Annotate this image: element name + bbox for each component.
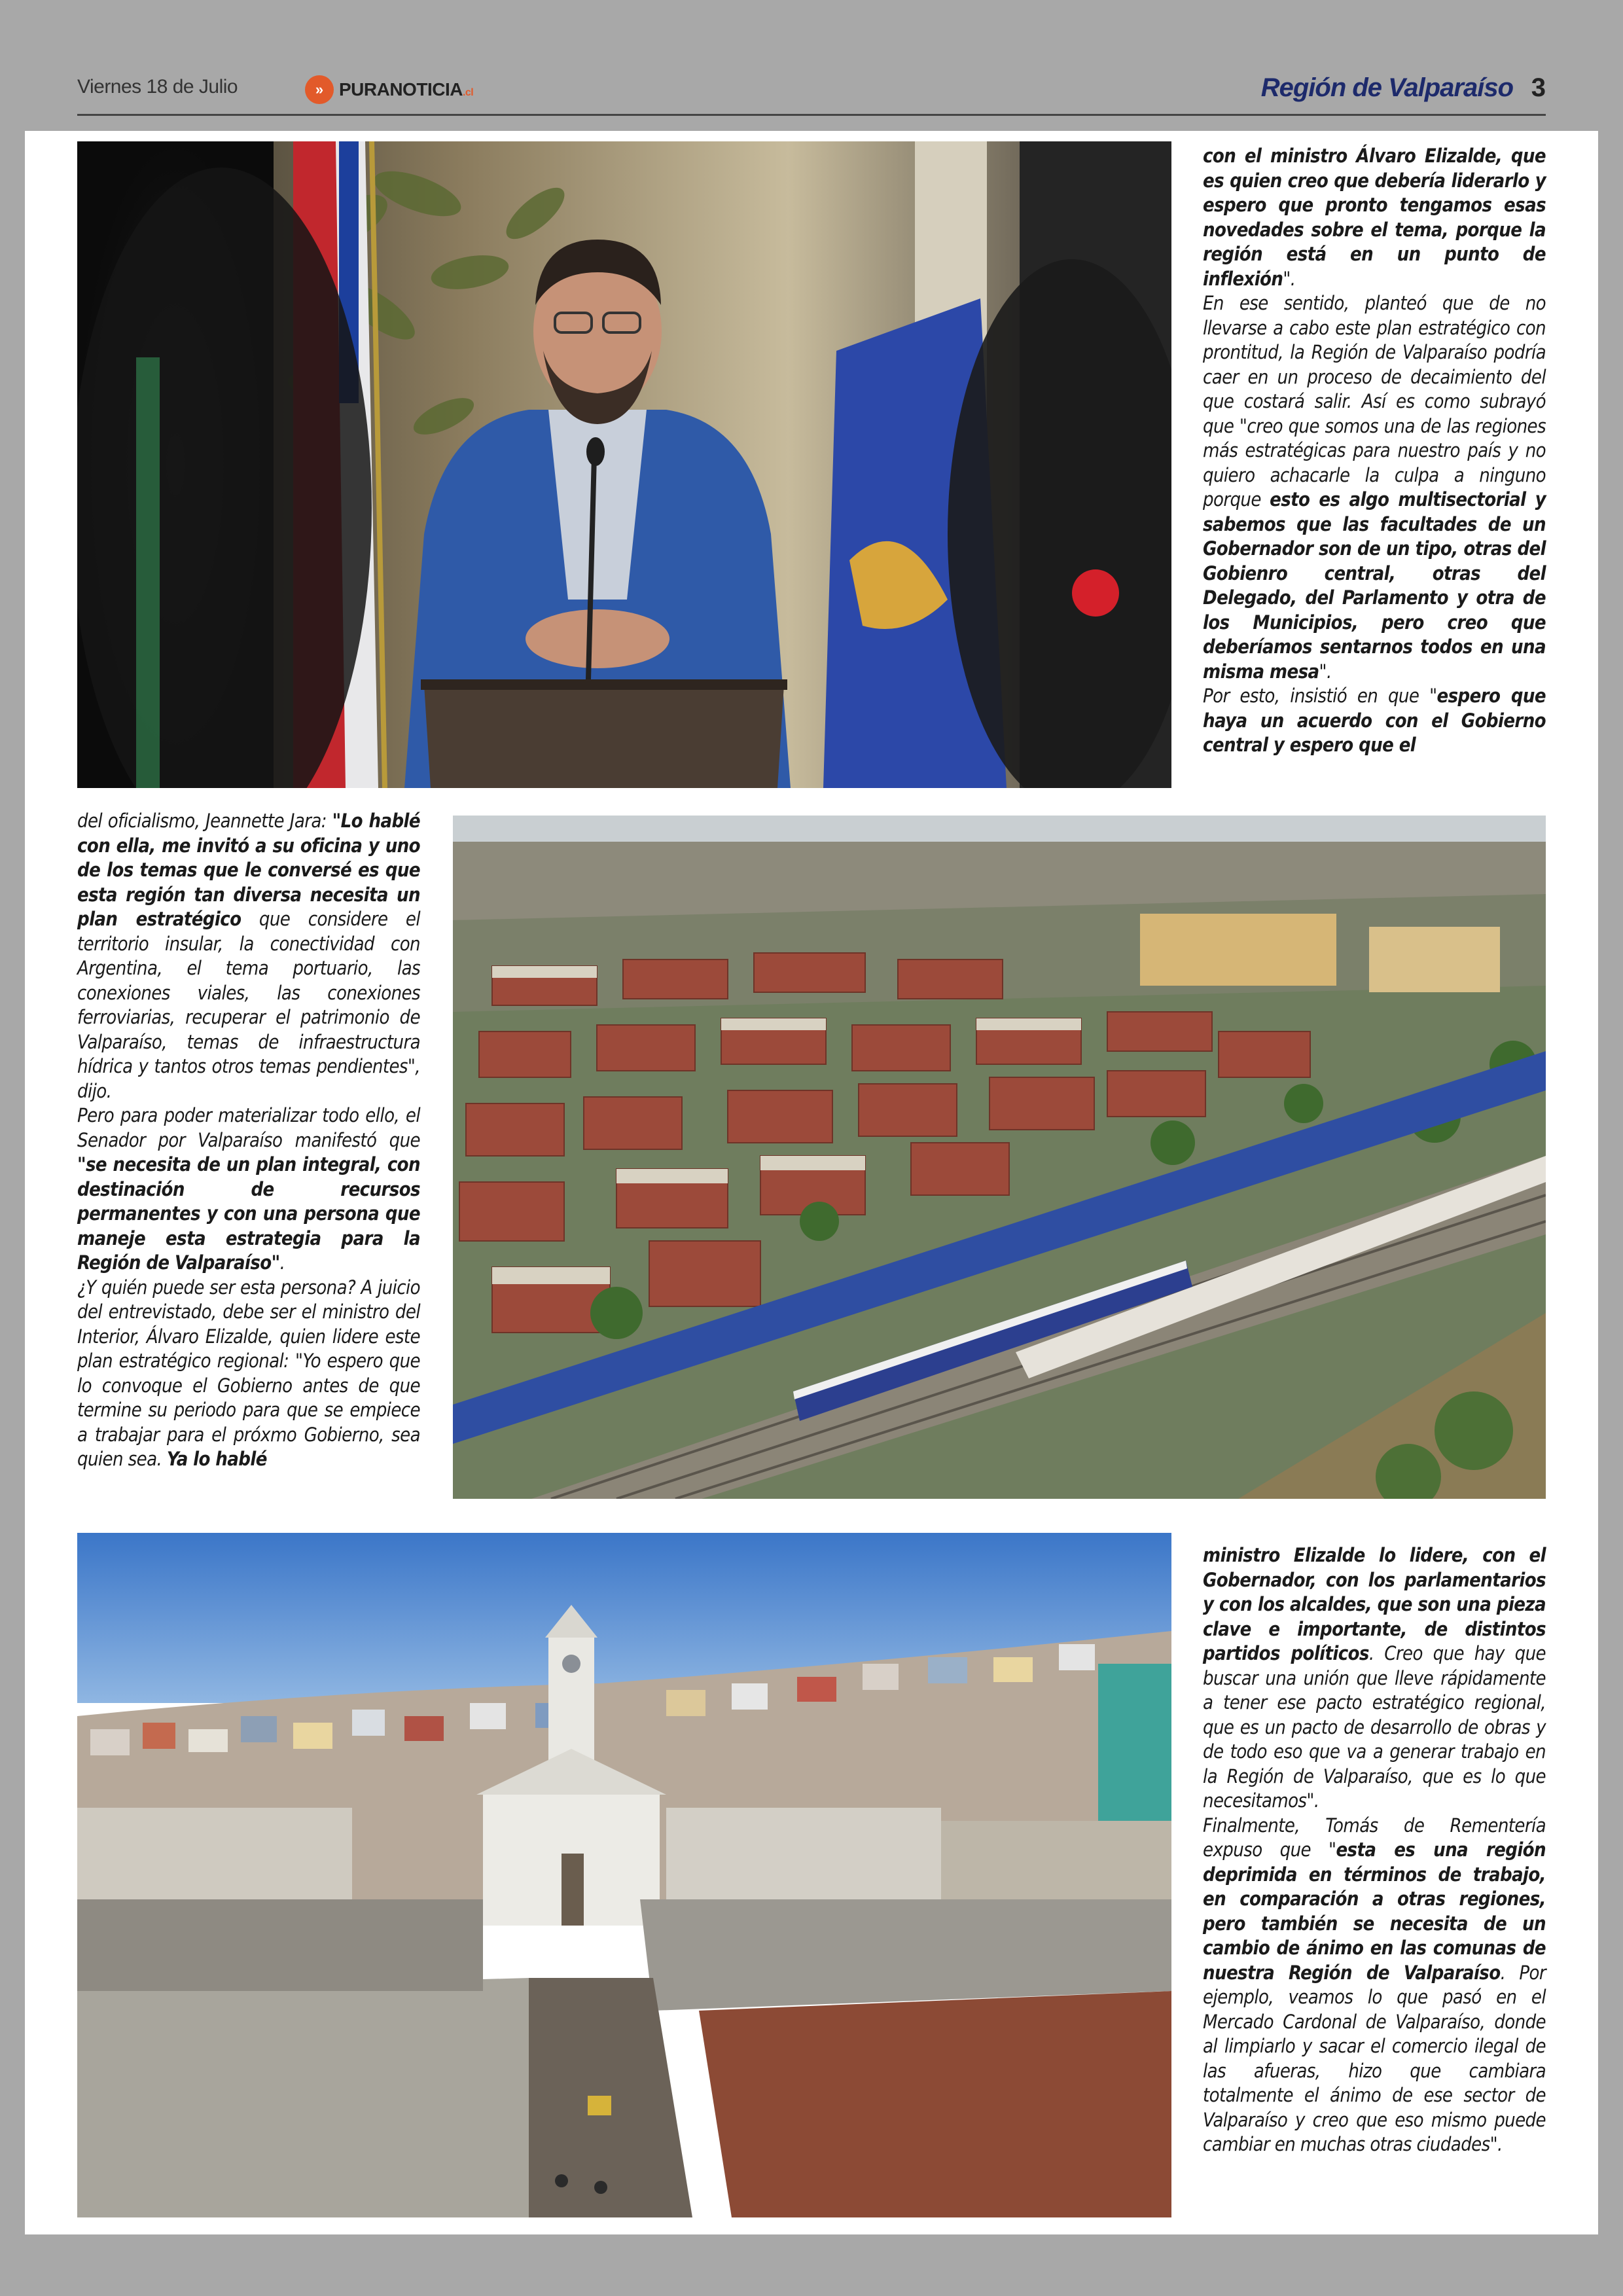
logo-suffix: .cl [462,87,474,98]
text-run: Finalmente, Tomás de Rementería expuso que " [1203,1814,1546,1861]
photo-aerial [453,816,1546,1499]
text-run: ¿Y quién puede ser esta persona? A juicio del entrevistado, debe ser el ministro del Interior, Álvaro Elizalde, quien lidere este plan estratégico regional: "Yo espero que lo convoque el Gobierno antes de que termine su periodo para que se empiece a trabajar para el próxmo Gobierno, sea quien sea. [77,1276,420,1470]
puranoticia-logo [305,75,473,105]
paragraph [1203,1814,1546,2157]
text-run: Pero para poder materializar todo ello, el Senador por Valparaíso manifestó que [77,1104,420,1151]
text-run: Por esto, insistió en que " [1203,685,1437,707]
text-run: "se necesita de un plan integral, con destinación de recursos permanentes y con una persona que maneje esta estrategia para la Región de Valparaíso" [77,1153,420,1274]
city-photo-illustration [77,1533,1171,2217]
column-right-bottom [1203,1543,1546,2157]
paragraph [1203,684,1546,758]
photo-city [77,1533,1171,2217]
header-rule [77,114,1546,116]
text-run: ". [1319,660,1332,683]
paragraph [1203,1543,1546,1814]
text-run: ". [1283,267,1296,290]
column-left-middle [77,809,420,1472]
section-title: Región de Valparaíso [1260,73,1513,102]
page-number: 3 [1531,73,1546,102]
paragraph [1203,144,1546,291]
text-run: del oficialismo, Jeannette Jara: [77,810,332,832]
paragraph [1203,291,1546,684]
text-run: esto es algo multisectorial y sabemos que las facultades de un Gobernador son de un tipo, otras del Gobienro central, otras del Delegado, del Parlamento y otra de los Municipios, pero creo que deberíamos sentarnos todos en una misma mesa [1203,488,1546,683]
photo-speaker [77,141,1171,788]
paragraph [77,1276,420,1472]
text-run: . Por ejemplo, veamos lo que pasó en el Mercado Cardonal de Valparaíso, donde al limpiarlo y sacar el comercio ilegal de las afueras, hizo que cambiara totalmente el ánimo de ese sector de Valparaíso y creo que eso mismo puede cambiar en muchas otras ciudades". [1203,1961,1546,2155]
text-run: espero que haya un acuerdo con el Gobierno central y espero que el [1203,685,1546,756]
paragraph [77,809,420,1103]
text-run: ministro Elizalde lo lidere, con el Gobernador, con los parlamentarios y con los alcaldes, que son una pieza clave e importante, de distintos partidos políticos [1203,1544,1546,1664]
text-run: con el ministro Álvaro Elizalde, que es quien creo que debería liderarlo y espero que pronto tengamos esas novedades sobre el tema, porque la región está en un punto de inflexión [1203,145,1546,290]
paragraph [77,1103,420,1276]
column-right-top [1203,144,1546,758]
text-run: Ya lo hablé [166,1448,267,1470]
text-run: esta es una región deprimida en términos de trabajo, en comparación a otras regiones, pero también se necesita de un cambio de ánimo en las comunas de nuestra Región de Valparaíso [1203,1839,1546,1984]
header-date: Viernes 18 de Julio [77,76,238,98]
text-run: que considere el territorio insular, la conectividad con Argentina, el tema portuario, las conexiones viales, las conexiones ferroviarias, recuperar el patrimonio de Valparaíso, temas de infraestructura hídrica y tantos otros temas pendientes", dijo. [77,908,420,1102]
speaker-photo-illustration [77,141,1171,788]
text-run: "Lo hablé con ella, me invitó a su oficina y uno de los temas que le conversé es que esta región tan diversa necesita un plan estratégico [77,810,420,930]
logo-text: PURANOTICIA [339,79,463,99]
text-run: En ese sentido, planteó que de no llevarse a cabo este plan estratégico con prontitud, la Región de Valparaíso podría caer en un proceso de decaimiento del que costará salir. Así es como subrayó que "creo que somos una de las regiones más estratégicas para nuestro país y no quiero achacarle la culpa a ninguno porque [1203,292,1546,511]
aerial-photo-illustration [453,816,1546,1499]
text-run: . [279,1251,285,1274]
text-run: . Creo que hay que buscar una unión que lleve rápidamente a tener ese pacto estratégico regional, que es un pacto de desarrollo de obras y de todo eso que va a generar trabajo en la Región de Valparaíso, que es lo que necesitamos". [1203,1642,1546,1812]
logo-arrows-icon: » [305,75,334,104]
